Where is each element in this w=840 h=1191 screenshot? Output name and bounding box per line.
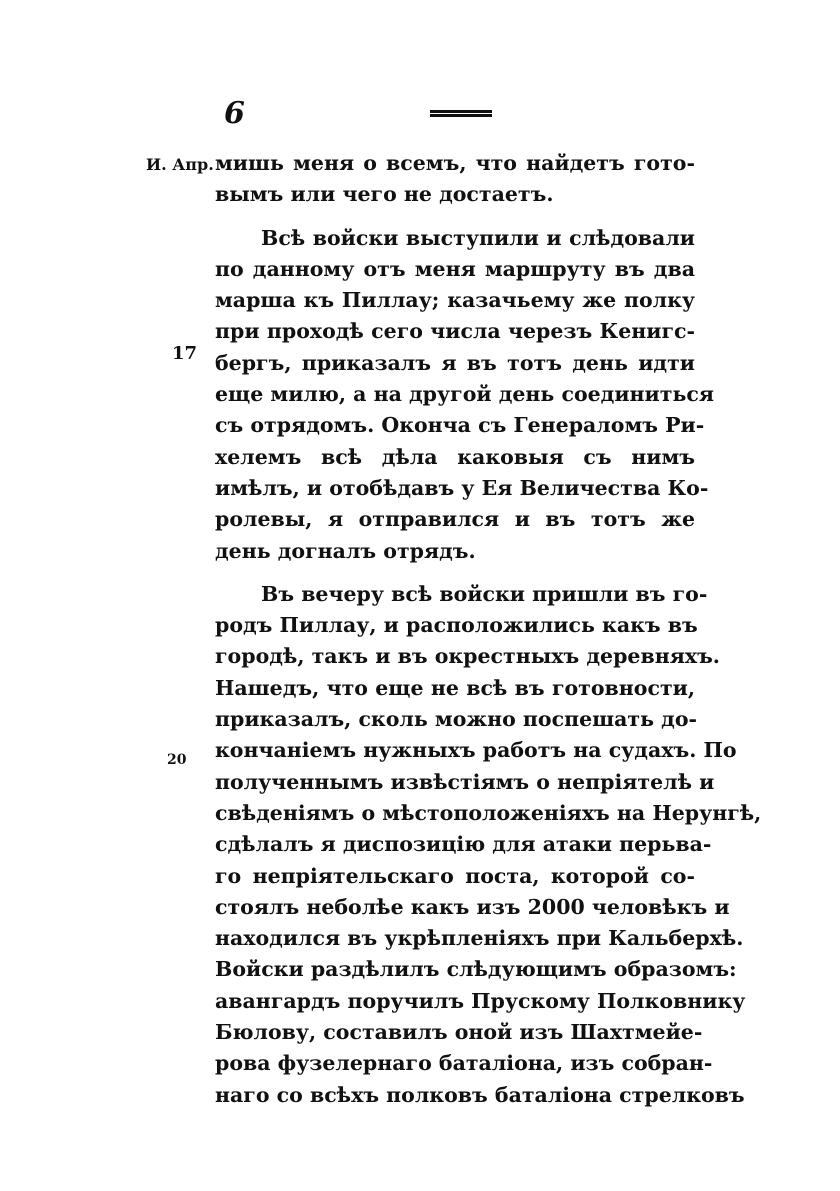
page-number: 6 xyxy=(224,96,245,131)
text-line: имѣлъ, и отобѣдавъ у Ея Величества Ко- xyxy=(215,475,709,500)
text-line: мишь меня о всемъ, что найдетъ гото- xyxy=(215,151,695,175)
text-line: Войски раздѣлилъ слѣдующимъ образомъ: xyxy=(215,957,737,982)
text-line: наго со всѣхъ полковъ баталіона стрелковъ xyxy=(215,1082,745,1107)
text-line: хелемъ всѣ дѣла каковыя съ нимъ xyxy=(215,444,695,469)
text-line: при проходѣ сего числа черезъ Кенигс- xyxy=(215,319,695,344)
text-line: го непріятельскаго поста, которой со- xyxy=(215,863,695,888)
text-line: Нашедъ, что еще не всѣ въ готовности, xyxy=(215,675,695,700)
text-line: день догналъ отрядъ. xyxy=(215,538,476,563)
text-line: Въ вечеру всѣ войски пришли въ го- xyxy=(261,581,708,606)
text-line: еще милю, а на другой день соединиться xyxy=(215,382,714,407)
text-line: городѣ, такъ и въ окрестныхъ деревняхъ. xyxy=(215,644,720,669)
margin-note-date: И. Апр. xyxy=(146,155,214,174)
text-line: находился въ укрѣпленіяхъ при Кальберхѣ. xyxy=(215,926,744,951)
text-line: авангардъ поручилъ Прускому Полковнику xyxy=(215,988,746,1013)
text-line: бергъ, приказалъ я въ тотъ день идти xyxy=(215,350,695,375)
text-line: Бюлову, составилъ оной изъ Шахтмейе- xyxy=(215,1020,703,1045)
text-line: по данному отъ меня маршруту въ два xyxy=(215,256,695,281)
text-block xyxy=(215,148,762,1111)
text-line: свѣденіямъ о мѣстоположеніяхъ на Нерунгѣ, xyxy=(215,800,762,825)
text-line: полученнымъ извѣстіямъ о непріятелѣ и xyxy=(215,769,715,794)
header-rule xyxy=(430,110,492,117)
margin-note-day-20: 20 xyxy=(167,752,187,768)
text-line: рова фузелернаго баталіона, изъ собран- xyxy=(215,1051,713,1076)
text-line: Всѣ войски выступили и слѣдовали xyxy=(261,225,695,250)
text-line: стоялъ неболѣе какъ изъ 2000 человѣкъ и xyxy=(215,894,730,919)
text-line: ролевы, я отправился и въ тотъ же xyxy=(215,507,695,532)
text-line: сдѣлалъ я диспозицію для атаки перьва- xyxy=(215,832,712,857)
text-line: родъ Пиллау, и расположились какъ въ xyxy=(215,613,698,638)
text-line: вымъ или чего не достаетъ. xyxy=(215,182,554,207)
text-line: приказалъ, сколь можно поспешать до- xyxy=(215,707,698,732)
margin-note-day-17: 17 xyxy=(172,343,198,364)
text-line: кончаніемъ нужныхъ работъ на судахъ. По xyxy=(215,738,737,763)
text-line: марша къ Пиллау; казачьему же полку xyxy=(215,288,695,313)
text-line: съ отрядомъ. Окончa съ Генераломъ Ри- xyxy=(215,413,705,438)
